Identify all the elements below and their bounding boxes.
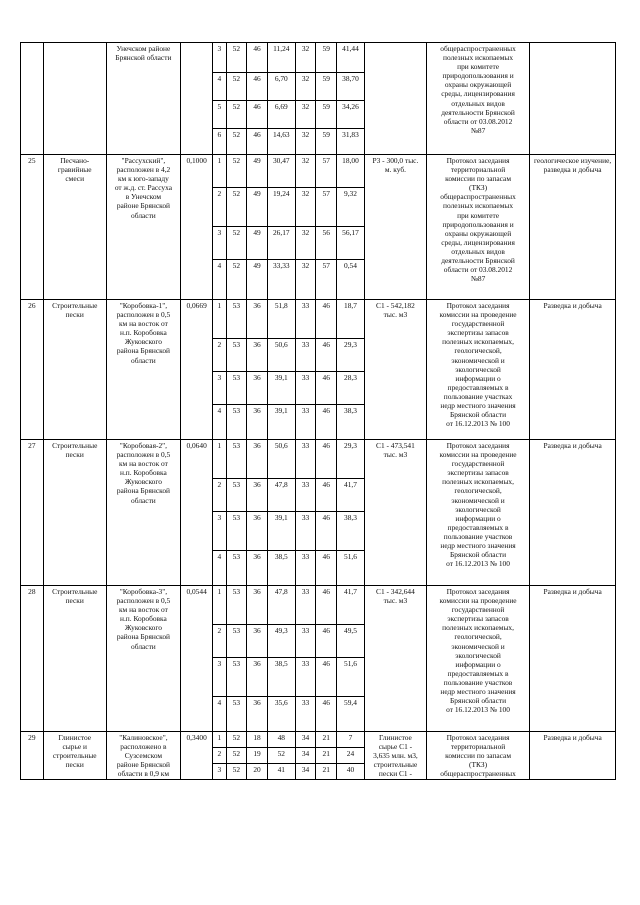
coordinate-cell: 38,5	[267, 658, 295, 697]
coordinate-cell: 33,33	[267, 260, 295, 300]
coordinate-cell: 29,3	[337, 440, 365, 479]
table-row	[21, 586, 616, 625]
coordinate-cell: 53	[226, 625, 247, 658]
coordinate-cell: 49,3	[267, 625, 295, 658]
coordinate-cell: 4	[213, 73, 226, 101]
coordinate-cell: 33	[295, 339, 316, 372]
coordinate-cell: 46	[247, 101, 268, 129]
coordinate-cell: 2	[213, 479, 226, 512]
purpose-cell	[530, 440, 616, 586]
coordinate-cell: 41,7	[337, 479, 365, 512]
coordinate-cell: 46	[247, 73, 268, 101]
purpose-cell-text: Разведка и добыча	[543, 733, 602, 742]
row-number-cell	[21, 732, 44, 780]
area-cell	[181, 300, 213, 440]
coordinate-cell: 3	[213, 764, 226, 780]
coordinate-cell: 21	[316, 764, 337, 780]
coordinate-cell: 47,8	[267, 586, 295, 625]
mineral-name-cell-text: Глинистое сырье и строительные пески	[52, 733, 97, 770]
mineral-name-cell-text: Строительные пески	[52, 441, 98, 460]
coordinate-cell: 49	[247, 227, 268, 260]
coordinate-cell: 49,5	[337, 625, 365, 658]
coordinate-cell: 52	[226, 748, 247, 764]
area-cell	[181, 440, 213, 586]
coordinate-cell: 29,3	[337, 339, 365, 372]
coordinate-cell: 2	[213, 188, 226, 227]
location-cell-text: Унечском районе Брянской области	[115, 44, 172, 63]
coordinate-cell: 56	[316, 227, 337, 260]
coordinate-cell: 52	[226, 155, 247, 188]
coordinate-cell: 6,69	[267, 101, 295, 129]
coordinate-cell: 53	[226, 586, 247, 625]
coordinate-cell: 52	[226, 764, 247, 780]
coordinate-cell: 57	[316, 188, 337, 227]
reserves-cell	[364, 732, 426, 780]
coordinate-cell: 53	[226, 512, 247, 551]
coordinate-cell: 52	[226, 43, 247, 73]
row-number-cell-text: 29	[28, 733, 36, 742]
mineral-name-cell	[43, 586, 106, 732]
coordinate-cell: 9,32	[337, 188, 365, 227]
purpose-cell-text: Разведка и добыча	[543, 587, 602, 596]
document-cell-text: Протокол заседания территориальной комиссии по запасам (ТКЗ) общераспространенных полезных ископаемых при комитете природопользования и охраны окружающей среды, лицензирования отдельных видов деятельности Брянской области от 03.08.2012 №87	[440, 156, 516, 284]
coordinate-cell: 50,6	[267, 440, 295, 479]
coordinate-cell: 46	[316, 697, 337, 732]
coordinate-cell: 46	[316, 479, 337, 512]
coordinate-cell: 26,17	[267, 227, 295, 260]
document-cell-text: Протокол заседания комиссии на проведение государственной экспертизы запасов полезных ископаемых, геологической, экономической и экологической информации о предоставляемых в пользование участков недр местного значения Брянской области от 16.12.2013 № 100	[439, 441, 517, 569]
coordinate-cell: 52	[226, 101, 247, 129]
coordinate-cell: 33	[295, 586, 316, 625]
area-cell	[181, 586, 213, 732]
deposits-registry-table	[20, 42, 616, 780]
coordinate-cell: 33	[295, 697, 316, 732]
coordinate-cell: 36	[247, 551, 268, 586]
coordinate-cell: 46	[316, 625, 337, 658]
coordinate-cell: 56,17	[337, 227, 365, 260]
table-row	[21, 300, 616, 339]
location-cell	[106, 300, 180, 440]
area-cell-text: 0,0640	[186, 441, 207, 450]
coordinate-cell: 34	[295, 748, 316, 764]
coordinate-cell: 46	[316, 405, 337, 440]
coordinate-cell: 52	[226, 129, 247, 155]
location-cell-text: "Коробовка-1", расположен в 0,5 км на восток от н.п. Коробовка Жуковского района Брянской области	[116, 301, 171, 365]
reserves-cell-text: С1 - 473,541 тыс. м3	[376, 441, 415, 460]
coordinate-cell: 38,3	[337, 405, 365, 440]
location-cell	[106, 155, 180, 300]
coordinate-cell: 36	[247, 586, 268, 625]
coordinate-cell: 59	[316, 73, 337, 101]
coordinate-cell: 1	[213, 300, 226, 339]
coordinate-cell: 49	[247, 155, 268, 188]
coordinate-cell: 51,6	[337, 551, 365, 586]
coordinate-cell: 46	[316, 586, 337, 625]
area-cell-text: 0,0544	[186, 587, 207, 596]
coordinate-cell: 32	[295, 260, 316, 300]
row-number-cell-text: 28	[28, 587, 36, 596]
coordinate-cell: 33	[295, 479, 316, 512]
coordinate-cell: 51,8	[267, 300, 295, 339]
coordinate-cell: 53	[226, 658, 247, 697]
table-row	[21, 155, 616, 188]
coordinate-cell: 46	[247, 43, 268, 73]
coordinate-cell: 59	[316, 101, 337, 129]
purpose-cell	[530, 155, 616, 300]
document-cell-text: Протокол заседания комиссии на проведение государственной экспертизы запасов полезных ископаемых, геологической, экономической и экологической информации о предоставляемых в пользование участков недр местного значения Брянской области от 16.12.2013 № 100	[439, 587, 517, 715]
coordinate-cell: 57	[316, 155, 337, 188]
coordinate-cell: 41,44	[337, 43, 365, 73]
row-number-cell	[21, 155, 44, 300]
coordinate-cell: 52	[226, 260, 247, 300]
coordinate-cell: 47,8	[267, 479, 295, 512]
coordinate-cell: 36	[247, 697, 268, 732]
document-cell	[426, 440, 529, 586]
mineral-name-cell	[43, 155, 106, 300]
area-cell-text: 0,3400	[186, 733, 207, 742]
coordinate-cell: 48	[267, 732, 295, 748]
purpose-cell-text: Разведка и добыча	[543, 301, 602, 310]
area-cell-text: 0,1000	[186, 156, 207, 165]
coordinate-cell: 14,63	[267, 129, 295, 155]
coordinate-cell: 52	[226, 188, 247, 227]
coordinate-cell: 32	[295, 227, 316, 260]
table-row	[21, 440, 616, 479]
purpose-cell	[530, 43, 616, 155]
coordinate-cell: 36	[247, 625, 268, 658]
purpose-cell	[530, 586, 616, 732]
coordinate-cell: 46	[316, 512, 337, 551]
coordinate-cell: 34	[295, 732, 316, 748]
coordinate-cell: 1	[213, 440, 226, 479]
coordinate-cell: 36	[247, 405, 268, 440]
coordinate-cell: 51,6	[337, 658, 365, 697]
coordinate-cell: 5	[213, 101, 226, 129]
document-cell-text: Протокол заседания территориальной комиссии по запасам (ТКЗ) общераспространенных	[440, 733, 516, 779]
registry-body	[21, 43, 616, 780]
area-cell	[181, 732, 213, 780]
coordinate-cell: 32	[295, 101, 316, 129]
coordinate-cell: 34	[295, 764, 316, 780]
document-cell	[426, 300, 529, 440]
coordinate-cell: 1	[213, 586, 226, 625]
reserves-cell	[364, 155, 426, 300]
document-cell	[426, 155, 529, 300]
coordinate-cell: 32	[295, 43, 316, 73]
table-row	[21, 732, 616, 748]
location-cell	[106, 43, 180, 155]
coordinate-cell: 33	[295, 625, 316, 658]
reserves-cell	[364, 440, 426, 586]
coordinate-cell: 3	[213, 43, 226, 73]
reserves-cell	[364, 300, 426, 440]
coordinate-cell: 50,6	[267, 339, 295, 372]
coordinate-cell: 53	[226, 479, 247, 512]
coordinate-cell: 30,47	[267, 155, 295, 188]
document-cell	[426, 43, 529, 155]
location-cell-text: "Калиновское", расположено в Сузсемском районе Брянской области в 0,9 км	[116, 733, 170, 779]
table-row	[21, 43, 616, 73]
location-cell	[106, 440, 180, 586]
mineral-name-cell-text: Строительные пески	[52, 587, 98, 606]
coordinate-cell: 32	[295, 129, 316, 155]
row-number-cell-text: 25	[28, 156, 36, 165]
coordinate-cell: 33	[295, 300, 316, 339]
mineral-name-cell	[43, 440, 106, 586]
coordinate-cell: 32	[295, 73, 316, 101]
coordinate-cell: 53	[226, 440, 247, 479]
coordinate-cell: 49	[247, 188, 268, 227]
coordinate-cell: 18,00	[337, 155, 365, 188]
purpose-cell	[530, 300, 616, 440]
location-cell	[106, 732, 180, 780]
coordinate-cell: 4	[213, 697, 226, 732]
coordinate-cell: 39,1	[267, 512, 295, 551]
coordinate-cell: 52	[226, 73, 247, 101]
coordinate-cell: 40	[337, 764, 365, 780]
coordinate-cell: 36	[247, 479, 268, 512]
coordinate-cell: 52	[226, 732, 247, 748]
coordinate-cell: 33	[295, 512, 316, 551]
coordinate-cell: 53	[226, 339, 247, 372]
purpose-cell	[530, 732, 616, 780]
coordinate-cell: 53	[226, 300, 247, 339]
coordinate-cell: 59	[316, 129, 337, 155]
coordinate-cell: 36	[247, 372, 268, 405]
area-cell	[181, 155, 213, 300]
coordinate-cell: 41,7	[337, 586, 365, 625]
coordinate-cell: 33	[295, 440, 316, 479]
coordinate-cell: 2	[213, 625, 226, 658]
coordinate-cell: 38,3	[337, 512, 365, 551]
coordinate-cell: 53	[226, 405, 247, 440]
coordinate-cell: 59,4	[337, 697, 365, 732]
coordinate-cell: 33	[295, 372, 316, 405]
document-cell	[426, 586, 529, 732]
coordinate-cell: 6,70	[267, 73, 295, 101]
coordinate-cell: 28,3	[337, 372, 365, 405]
coordinate-cell: 41	[267, 764, 295, 780]
document-cell	[426, 732, 529, 780]
coordinate-cell: 46	[316, 300, 337, 339]
coordinate-cell: 18	[247, 732, 268, 748]
coordinate-cell: 2	[213, 748, 226, 764]
reserves-cell	[364, 586, 426, 732]
coordinate-cell: 35,6	[267, 697, 295, 732]
coordinate-cell: 53	[226, 372, 247, 405]
reserves-cell-text: Глинистое сырье С1 - 3,635 млн. м3, строительные пески С1 -	[373, 733, 418, 779]
coordinate-cell: 32	[295, 188, 316, 227]
coordinate-cell: 3	[213, 512, 226, 551]
location-cell-text: "Рассухский", расположен в 4,2 км к юго-западу от ж.д. ст. Рассуха в Унечском районе Брянской области	[114, 156, 172, 220]
coordinate-cell: 46	[247, 129, 268, 155]
coordinate-cell: 39,1	[267, 372, 295, 405]
registry-sheet	[20, 42, 616, 780]
coordinate-cell: 4	[213, 260, 226, 300]
location-cell	[106, 586, 180, 732]
coordinate-cell: 1	[213, 732, 226, 748]
coordinate-cell: 19	[247, 748, 268, 764]
coordinate-cell: 11,24	[267, 43, 295, 73]
coordinate-cell: 53	[226, 697, 247, 732]
reserves-cell-text: С1 - 342,644 тыс. м3	[376, 587, 415, 606]
coordinate-cell: 46	[316, 440, 337, 479]
coordinate-cell: 34,26	[337, 101, 365, 129]
coordinate-cell: 38,70	[337, 73, 365, 101]
coordinate-cell: 36	[247, 658, 268, 697]
mineral-name-cell-text: Строительные пески	[52, 301, 98, 320]
mineral-name-cell	[43, 300, 106, 440]
row-number-cell	[21, 586, 44, 732]
coordinate-cell: 3	[213, 658, 226, 697]
coordinate-cell: 20	[247, 764, 268, 780]
purpose-cell-text: геологическое изучение, разведка и добыча	[533, 156, 612, 175]
area-cell-text: 0,0669	[186, 301, 207, 310]
location-cell-text: "Коробовая-2", расположен в 0,5 км на восток от н.п. Коробовка Жуковского района Брянской области	[116, 441, 171, 505]
document-cell-text: общераспространенных полезных ископаемых при комитете природопользования и охраны окружающей среды, лицензирования отдельных видов деятельности Брянской области от 03.08.2012 №87	[440, 44, 516, 135]
row-number-cell-text: 27	[28, 441, 36, 450]
coordinate-cell: 21	[316, 732, 337, 748]
coordinate-cell: 2	[213, 339, 226, 372]
coordinate-cell: 3	[213, 227, 226, 260]
mineral-name-cell-text: Песчано- гравийные смеси	[57, 156, 92, 184]
coordinate-cell: 21	[316, 748, 337, 764]
coordinate-cell: 36	[247, 512, 268, 551]
coordinate-cell: 3	[213, 372, 226, 405]
coordinate-cell: 57	[316, 260, 337, 300]
coordinate-cell: 32	[295, 155, 316, 188]
area-cell	[181, 43, 213, 155]
coordinate-cell: 24	[337, 748, 365, 764]
coordinate-cell: 1	[213, 155, 226, 188]
coordinate-cell: 46	[316, 339, 337, 372]
coordinate-cell: 39,1	[267, 405, 295, 440]
coordinate-cell: 59	[316, 43, 337, 73]
coordinate-cell: 36	[247, 440, 268, 479]
purpose-cell-text: Разведка и добыча	[543, 441, 602, 450]
reserves-cell-text: Р3 - 300,0 тыс. м. куб.	[372, 156, 419, 175]
coordinate-cell: 4	[213, 551, 226, 586]
coordinate-cell: 18,7	[337, 300, 365, 339]
coordinate-cell: 49	[247, 260, 268, 300]
mineral-name-cell	[43, 43, 106, 155]
coordinate-cell: 33	[295, 658, 316, 697]
coordinate-cell: 52	[226, 227, 247, 260]
coordinate-cell: 38,5	[267, 551, 295, 586]
coordinate-cell: 36	[247, 300, 268, 339]
row-number-cell	[21, 43, 44, 155]
row-number-cell	[21, 300, 44, 440]
row-number-cell	[21, 440, 44, 586]
coordinate-cell: 0,54	[337, 260, 365, 300]
coordinate-cell: 53	[226, 551, 247, 586]
mineral-name-cell	[43, 732, 106, 780]
location-cell-text: "Коробовка-3", расположен в 0,5 км на восток от н.п. Коробовка Жуковского района Брянской области	[116, 587, 171, 651]
coordinate-cell: 31,83	[337, 129, 365, 155]
coordinate-cell: 4	[213, 405, 226, 440]
coordinate-cell: 36	[247, 339, 268, 372]
row-number-cell-text: 26	[28, 301, 36, 310]
coordinate-cell: 33	[295, 405, 316, 440]
coordinate-cell: 46	[316, 551, 337, 586]
coordinate-cell: 52	[267, 748, 295, 764]
coordinate-cell: 46	[316, 658, 337, 697]
reserves-cell-text: С1 - 542,182 тыс. м3	[376, 301, 415, 320]
coordinate-cell: 46	[316, 372, 337, 405]
coordinate-cell: 19,24	[267, 188, 295, 227]
reserves-cell	[364, 43, 426, 155]
coordinate-cell: 33	[295, 551, 316, 586]
coordinate-cell: 6	[213, 129, 226, 155]
coordinate-cell: 7	[337, 732, 365, 748]
document-cell-text: Протокол заседания комиссии на проведение государственной экспертизы запасов полезных ископаемых, геологической, экономической и экологической информации о предоставляемых в пользование участках недр местного значения Брянской области от 16.12.2013 № 100	[439, 301, 517, 429]
